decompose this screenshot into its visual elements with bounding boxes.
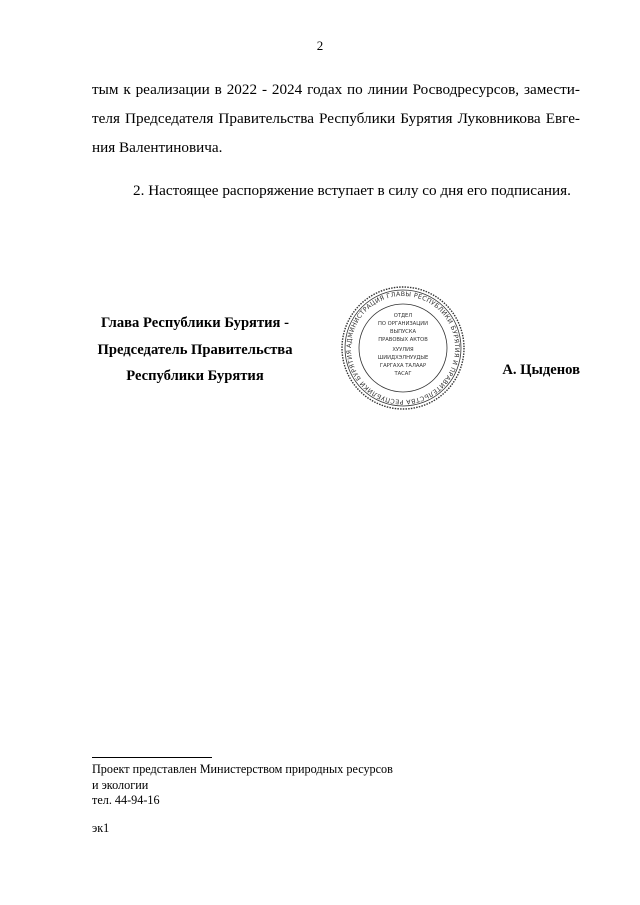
seal-line: ВЫПУСКА bbox=[389, 329, 417, 335]
page-number: 2 bbox=[316, 38, 324, 53]
paragraph-1 bbox=[92, 75, 580, 162]
signatory-title bbox=[84, 310, 306, 390]
seal-outer-text: АДМИНИСТРАЦИЯ ГЛАВЫ РЕСПУБЛИКИ БУРЯТИЯ И ПРАВИТЕЛЬСТВА РЕСПУБЛИКИ БУРЯТИЯ bbox=[345, 290, 461, 406]
footnote bbox=[92, 762, 393, 809]
seal-line: ПРАВОВЫХ АКТОВ bbox=[378, 337, 428, 343]
seal-line: ОТДЕЛ bbox=[393, 313, 413, 319]
signatory-title-line: Председатель Правительства bbox=[97, 341, 293, 358]
footnote-line: Проект представлен Министерством природных ресурсов bbox=[92, 762, 393, 776]
footnote-line: тел. 44-94-16 bbox=[92, 793, 160, 807]
signatory-name: А. Цыденов bbox=[502, 362, 580, 378]
paragraph-1-line: тым к реализации в 2022 - 2024 годах по линии Росводресурсов, замести- bbox=[92, 81, 580, 98]
seal-line: ШИИДХЭЛНУУДЫЕ bbox=[377, 355, 429, 361]
document-code: эк1 bbox=[92, 821, 110, 835]
signatory-title-line: Республики Бурятия bbox=[126, 368, 264, 384]
seal-line: ГАРГАХА ТАЛААР bbox=[379, 363, 427, 369]
footnote-line: и экологии bbox=[92, 777, 149, 792]
paragraph-2: 2. Настоящее распоряжение вступает в силу со дня его подписания. bbox=[133, 182, 571, 199]
seal-line: ПО ОРГАНИЗАЦИИ bbox=[377, 321, 429, 327]
signatory-title-line: Глава Республики Бурятия - bbox=[101, 315, 289, 331]
paragraph-1-line: ния Валентиновича. bbox=[92, 139, 223, 156]
seal-line: ТАСАГ bbox=[394, 371, 412, 377]
footnote-divider bbox=[92, 757, 212, 758]
seal-line: ХУУЛИЯ bbox=[392, 347, 414, 353]
paragraph-1-line: теля Председателя Правительства Республики Бурятия Луковникова Евге- bbox=[92, 110, 580, 127]
official-seal bbox=[340, 285, 466, 411]
